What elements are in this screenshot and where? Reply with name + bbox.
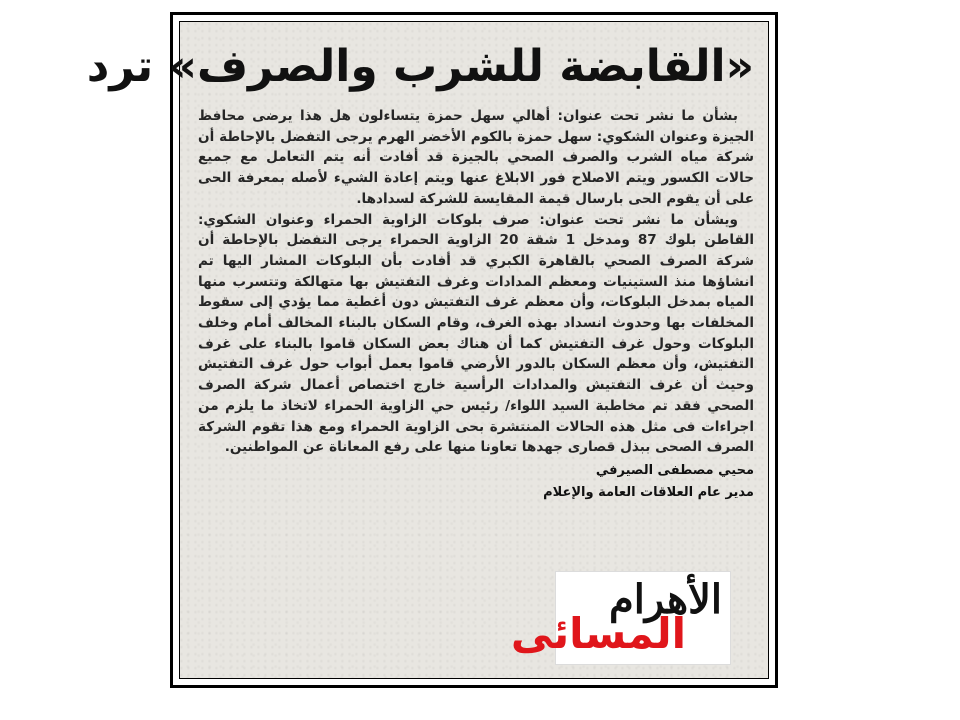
article-headline: «القابضة للشرب والصرف» ترد — [86, 41, 754, 92]
newspaper-clipping — [86, 21, 769, 679]
logo-ahram-text: الأهرام — [609, 576, 722, 623]
article — [86, 34, 754, 504]
signature-block — [198, 460, 754, 504]
article-paragraph-1: بشأن ما نشر تحت عنوان: أهالي سهل حمزة يتساءلون هل هذا يرضى محافظ الجيزة وعنوان الشكوي: سهل حمزة بالكوم الأخضر الهرم يرجى التفضل بالإحاطة أن شركة مياه الشرب والصرف الصحي بالجيزة قد أفادت أنه يتم التعامل مع جميع حالات الكسور ويتم الاصلاح فور الابلاغ عنها ويتم إعادة الشيء لأصله بمعرفة الحى على أن يقوم الحى بارسال قيمة المقايسة للشركة لسدادها. — [198, 108, 754, 207]
clipping-frame — [86, 12, 778, 688]
signature-title: مدير عام العلاقات العامة والإعلام — [543, 484, 754, 500]
article-paragraph-2: ويشأن ما نشر تحت عنوان: صرف بلوكات الزاوية الحمراء وعنوان الشكوي: القاطن بلوك 87 ومدخل 1 شقة 20 الزاوية الحمراء يرجى التفضل بالإحاطة أن شركة الصرف الصحي بالقاهرة الكبري قد أفادت بأن البلوكات المشار اليها تم انشاؤها منذ الستينيات ومعظم المدادات وغرف التفتيش بها متهالكة وتتسرب منها المياه بمدخل البلوكات، وأن معظم غرف التفتيش دون أغطية مما يؤدي إلى سقوط المخلفات بها وحدوث انسداد بهذه الغرف، وقام السكان بالبناء المخالف أمام وخلف البلوكات وحول غرف التفتيش كما أن هناك بعض السكان قاموا بالبناء على غرف التفتيش، وأن معظم السكان بالدور الأرضي قاموا بعمل أبواب حول غرف التفتيش وحيث أن غرف التفتيش والمدادات الرأسية خارج اختصاص أعمال شركة الصرف الصحي فقد تم مخاطبة السيد اللواء/ رئيس حي الزاوية الحمراء لاتخاذ ما يلزم من اجراءات فى مثل هذه الحالات المنتشرة بحى الزاوية الحمراء ومع هذا تقوم الشركة الصرف الصحى ببذل قصارى جهدها تعاونا منها على رفع المعاناة عن المواطنين. — [198, 211, 754, 456]
logo-masaa-text: المسائى — [510, 609, 686, 658]
signature-name: محيي مصطفى الصيرفي — [595, 462, 754, 478]
al-ahram-al-masaa-logo — [510, 571, 731, 665]
